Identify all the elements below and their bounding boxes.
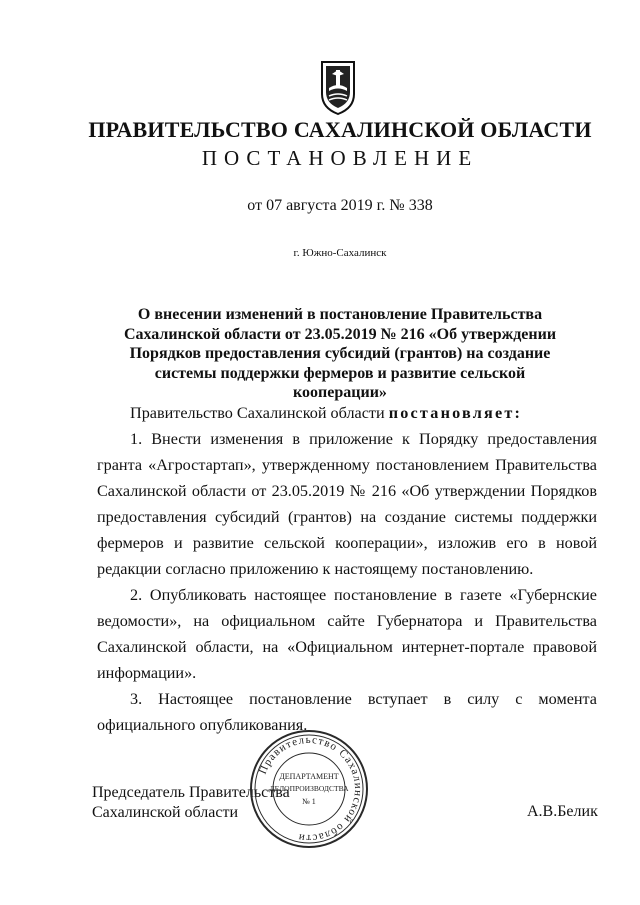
- stamp-center-line3: № 1: [302, 797, 316, 806]
- signatory-name: А.В.Белик: [527, 803, 598, 820]
- body-item-1: 1. Внести изменения в приложение к Порядку предоставления гранта «Агростартап», утвержденному постановлением Правительства Сахалинской области от 23.05.2019 № 216 «Об утверждении Порядков предоставления субсидий (грантов) на создание системы поддержки фермеров и развитие сельской кооперации», изложив его в новой редакции согласно приложению к настоящему постановлению.: [97, 430, 597, 578]
- stamp-center-line1: ДЕПАРТАМЕНТ: [279, 772, 339, 781]
- intro-decree-word: постановляет:: [388, 404, 523, 422]
- stamp-center-line2: ДЕЛОПРОИЗВОДСТВА: [269, 784, 349, 793]
- government-title: ПРАВИТЕЛЬСТВО САХАЛИНСКОЙ ОБЛАСТИ: [88, 117, 592, 142]
- body-item-2: 2. Опубликовать настоящее постановление в газете «Губернские ведомости», на официальном сайте Губернатора и Правительства Сахалинской области, на «Официальном интернет-портале правовой информации».: [97, 586, 597, 682]
- document-subject: О внесении изменений в постановление Правительства Сахалинской области от 23.05.2019 № 216 «Об утверждении Порядков предоставления субсидий (грантов) на создание системы поддержки фермеров и развитие сельской кооперации»: [123, 306, 557, 401]
- body-intro: [97, 400, 597, 426]
- body-item-3: 3. Настоящее постановление вступает в силу с момента официального опубликования.: [97, 690, 597, 734]
- signatory-position-line1: Председатель Правительства: [92, 784, 290, 801]
- document-date-number: от 07 августа 2019 г. № 338: [247, 197, 433, 214]
- stamp-ring-text: Правительство Сахалинской области: [256, 733, 365, 845]
- document-body: [97, 400, 597, 738]
- official-stamp: [248, 728, 370, 850]
- document-city: г. Южно-Сахалинск: [293, 247, 387, 259]
- coat-of-arms-emblem: [318, 58, 358, 116]
- signatory-position-line2: Сахалинской области: [92, 804, 239, 821]
- intro-lead: Правительство Сахалинской области: [130, 404, 389, 422]
- document-type: ПОСТАНОВЛЕНИЕ: [201, 146, 479, 170]
